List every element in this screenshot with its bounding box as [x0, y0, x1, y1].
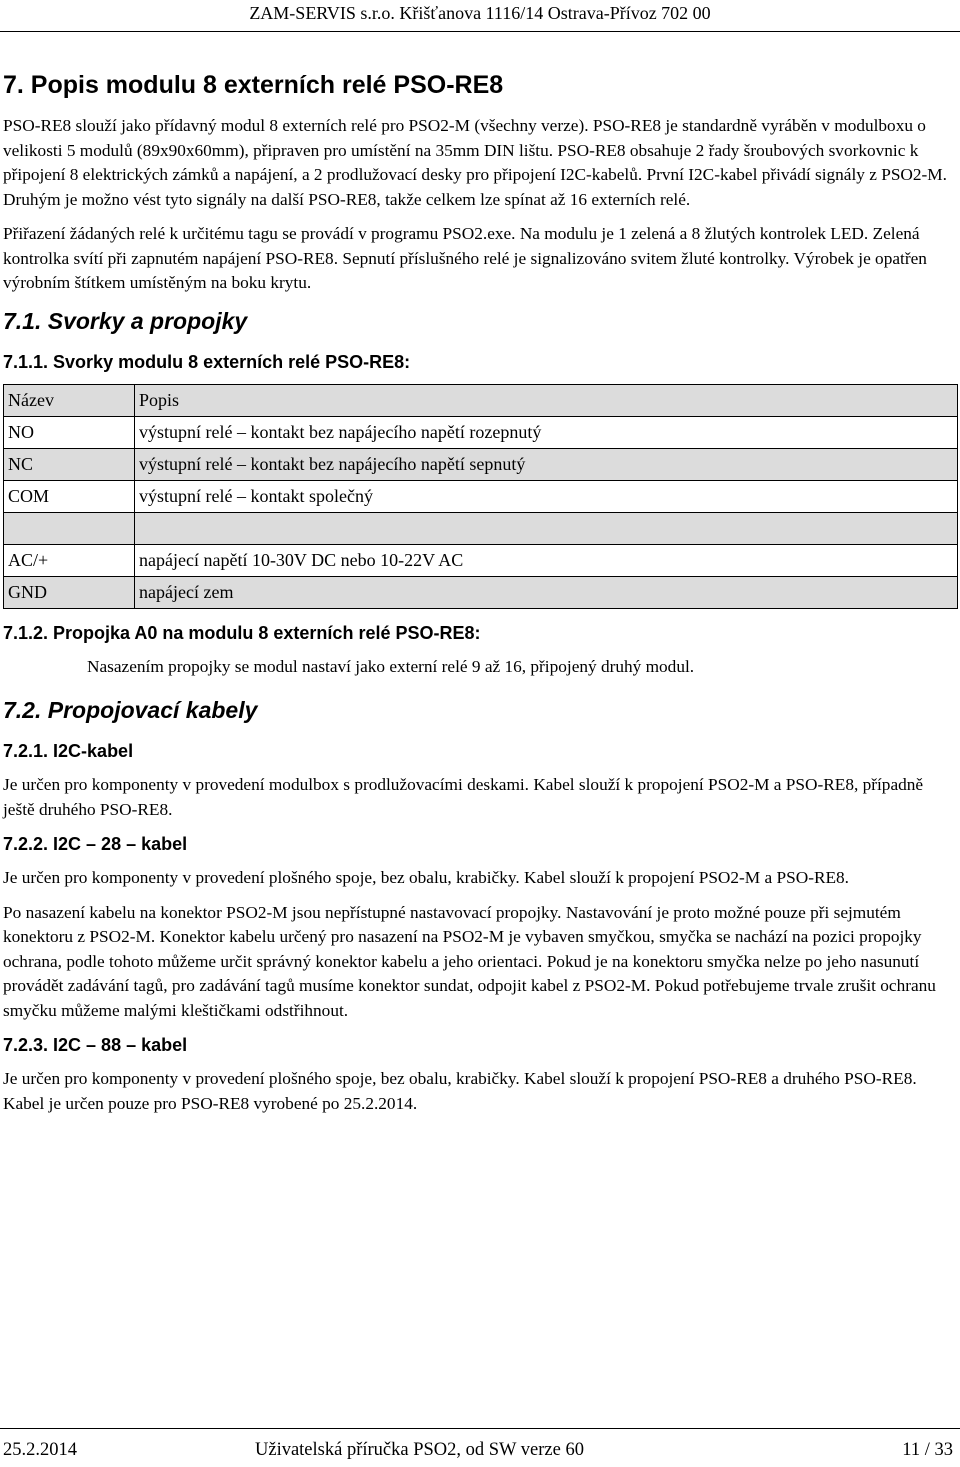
- section-7-paragraph-2: Přiřazení žádaných relé k určitému tagu se provádí v programu PSO2.exe. Na modulu je 1 zelená a 8 žlutých kontrolek LED. Zelená kontrolka svítí při zapnutém napájení PSO-RE8. Sepnutí příslušného relé je signalizováno svitem žluté kontrolky. Výrobek je opatřen výrobním štítkem umístěným na boku krytu.: [3, 224, 927, 292]
- section-7-2-2-title: 7.2.2. I2C – 28 – kabel: [3, 834, 188, 854]
- table-cell-name: AC/+: [4, 544, 135, 576]
- section-7-2-1-paragraph: Je určen pro komponenty v provedení modulbox s prodlužovacími deskami. Kabel slouží k propojení PSO2-M a PSO-RE8, případně ještě druhého PSO-RE8.: [3, 775, 924, 819]
- table-cell-description: výstupní relé – kontakt bez napájecího napětí rozepnutý: [135, 416, 958, 448]
- table-row: [4, 416, 958, 448]
- table-cell-description: výstupní relé – kontakt bez napájecího napětí sepnutý: [135, 448, 958, 480]
- page-content: [3, 70, 955, 1126]
- page-footer: [3, 1436, 955, 1464]
- table-cell-description: napájecí napětí 10-30V DC nebo 10-22V AC: [135, 544, 958, 576]
- table-cell-description: [135, 512, 958, 544]
- table-row: [4, 544, 958, 576]
- table-row: [4, 480, 958, 512]
- section-7-paragraph-1: PSO-RE8 slouží jako přídavný modul 8 externích relé pro PSO2-M (všechny verze). PSO-RE8 je standardně vyráběn v modulboxu o velikosti 5 modulů (89x90x60mm), připraven pro umístění na 35mm DIN lištu. PSO-RE8 obsahuje 2 řady šroubových svorkovnic k připojení 8 elektrických zámků a napájení, a 2 prodlužovací desky pro připojení I2C-kabelů. První I2C-kabel přivádí signály z PSO2-M. Druhým je možno vést tyto signály na další PSO-RE8, takže celkem lze spínat až 16 externích relé.: [3, 116, 947, 209]
- table-cell-name: COM: [4, 480, 135, 512]
- section-7-1-2-paragraph: Nasazením propojky se modul nastaví jako externí relé 9 až 16, připojený druhý modul.: [87, 656, 695, 676]
- table-header-name: Název: [4, 384, 135, 416]
- table-cell-description: výstupní relé – kontakt společný: [135, 480, 958, 512]
- section-7-2-1-title: 7.2.1. I2C-kabel: [3, 741, 134, 761]
- header-divider: [0, 31, 960, 32]
- section-7-1-2-title: 7.1.2. Propojka A0 na modulu 8 externích relé PSO-RE8:: [3, 622, 481, 643]
- table-row: [4, 512, 958, 544]
- table-row: [4, 448, 958, 480]
- table-row: [4, 576, 958, 608]
- terminals-table: [3, 384, 958, 609]
- section-7-2-title: 7.2. Propojovací kabely: [3, 697, 258, 723]
- table-cell-name: NC: [4, 448, 135, 480]
- section-7-2-3-title: 7.2.3. I2C – 88 – kabel: [3, 1035, 188, 1055]
- section-7-2-3-paragraph: Je určen pro komponenty v provedení plošného spoje, bez obalu, krabičky. Kabel slouží k propojení PSO-RE8 a druhého PSO-RE8. Kabel je určen pouze pro PSO-RE8 vyrobené po 25.2.2014.: [3, 1069, 917, 1113]
- table-cell-description: napájecí zem: [135, 576, 958, 608]
- section-7-1-title: 7.1. Svorky a propojky: [3, 307, 248, 334]
- table-header-row: [4, 384, 958, 416]
- table-cell-name: NO: [4, 416, 135, 448]
- footer-divider: [0, 1428, 960, 1429]
- footer-page-number: 11 / 33: [902, 1440, 953, 1460]
- table-cell-name: [4, 512, 135, 544]
- table-cell-name: GND: [4, 576, 135, 608]
- footer-title: Uživatelská příručka PSO2, od SW verze 60: [255, 1440, 584, 1460]
- footer-date: 25.2.2014: [3, 1440, 77, 1460]
- section-7-title: 7. Popis modulu 8 externích relé PSO-RE8: [3, 71, 504, 99]
- table-header-description: Popis: [135, 384, 958, 416]
- section-7-1-1-title: 7.1.1. Svorky modulu 8 externích relé PSO-RE8:: [3, 351, 411, 372]
- section-7-2-2-paragraph-1: Je určen pro komponenty v provedení plošného spoje, bez obalu, krabičky. Kabel slouží k propojení PSO2-M a PSO-RE8.: [3, 868, 849, 887]
- page-header: ZAM-SERVIS s.r.o. Křišťanova 1116/14 Ostrava-Přívoz 702 00: [249, 3, 711, 23]
- section-7-2-2-paragraph-2: Po nasazení kabelu na konektor PSO2-M jsou nepřístupné nastavovací propojky. Nastavování je proto možné pouze při sejmutém konektoru z PSO2-M. Konektor kabelu určený pro nasazení na PSO2-M je vybaven smyčkou, smyčka se nachází na pozici propojky ochrana, podle tohoto můžeme určit správný konektor kabelu a jeho orientaci. Pokud je na konektoru smyčka nelze po jeho nasunutí provádět zadávání tagů, pro zadávání tagů musíme konektor sundat, odpojit kabel z PSO2-M. Pokud potřebujeme trvale zrušit ochranu smyčku můžeme malými kleštičkami odstřihnout.: [3, 902, 936, 1020]
